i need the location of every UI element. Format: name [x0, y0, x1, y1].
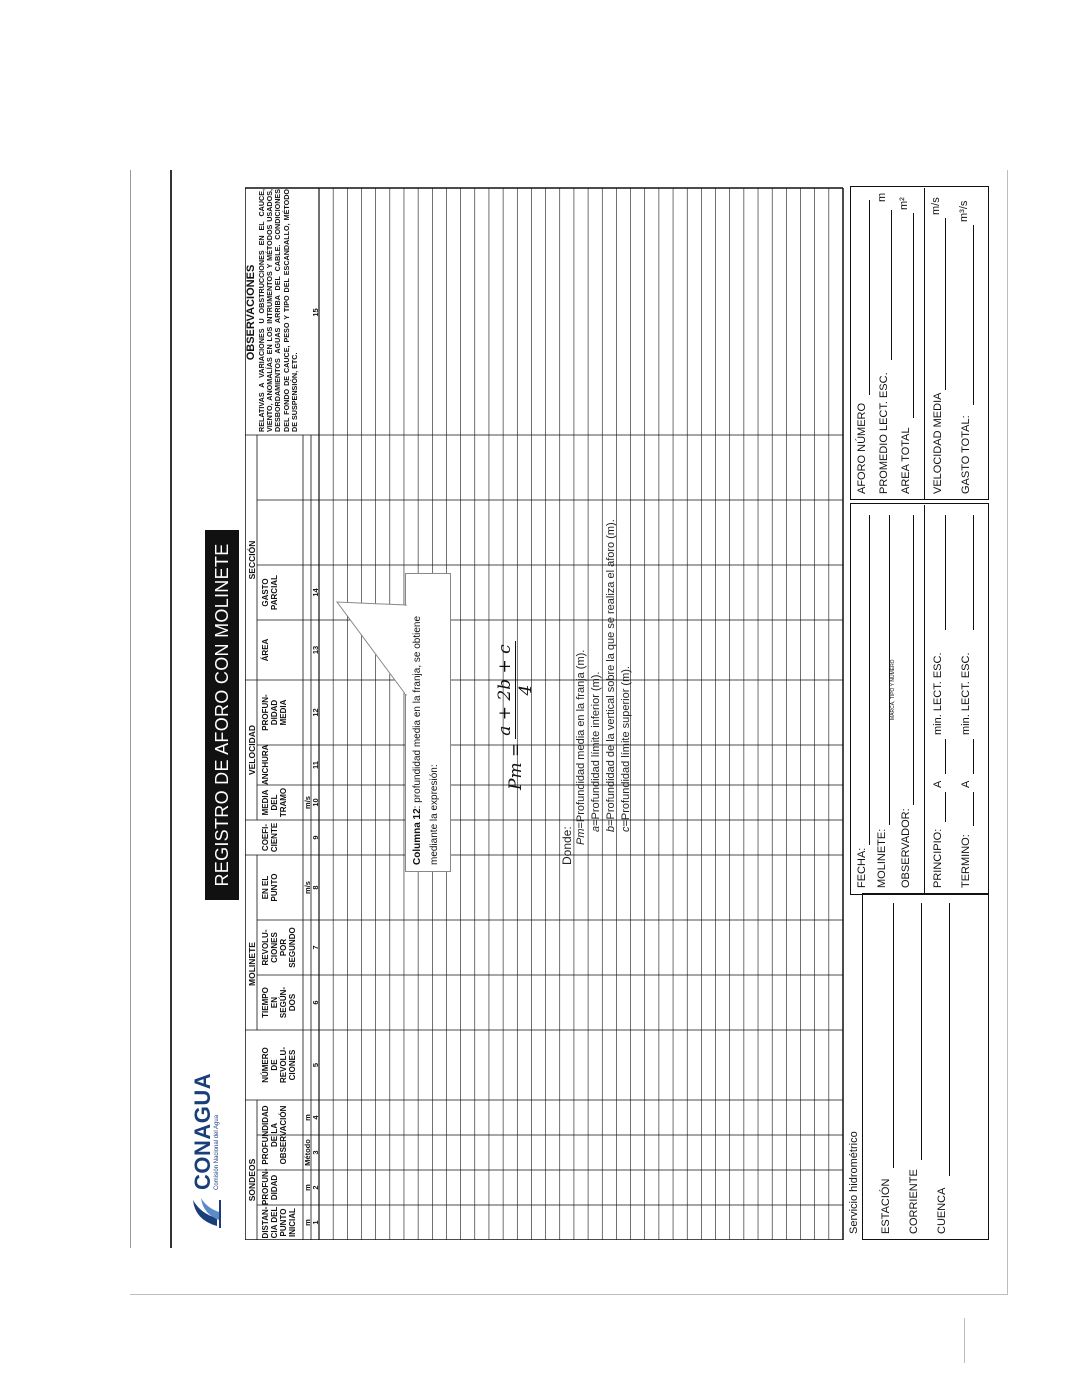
column-unit-2: m [303, 1184, 312, 1191]
formula-denominator: 4 [516, 684, 536, 696]
estacion-field[interactable] [893, 903, 894, 1168]
callout-bold: Columna 12 [412, 808, 423, 865]
aforo-numero-label: AFORO NÚMERO [856, 402, 868, 494]
definition-b: b=Profundidad de la vertical sobre la que se realiza el aforo (m). [605, 519, 617, 832]
estacion-label: ESTACIÓN [880, 1178, 892, 1234]
form-header [175, 180, 237, 1250]
column-header-6: TIEMPO EN SEGÚN- DOS [261, 986, 297, 1019]
column-header-11: ANCHURA [261, 744, 270, 785]
formula-lhs: Pm = [505, 742, 526, 790]
column-header-14: GASTO PARCIAL [261, 575, 279, 610]
column-header-10: MEDIA DEL TRAMO [261, 787, 288, 818]
group-seccion: SECCIÓN [247, 540, 257, 580]
column-unit-10: m/s [303, 796, 312, 809]
termino-lect-field[interactable] [973, 515, 974, 630]
conagua-logo [189, 1073, 223, 1230]
meter-divider [924, 505, 925, 895]
column-number-1: 1 [311, 1220, 320, 1225]
promedio-field[interactable] [891, 210, 892, 360]
group-sondeos: SONDEOS [247, 1158, 257, 1202]
formula [495, 641, 536, 790]
column-number-10: 10 [311, 798, 320, 807]
column-number-11: 11 [311, 761, 320, 769]
column-number-6: 6 [311, 1000, 320, 1005]
callout-text: : profundidad media en la franja, se obtiene mediante la expresión: [412, 615, 440, 865]
corriente-label: CORRIENTE [908, 1169, 920, 1234]
donde-label: Donde: [560, 826, 574, 865]
promedio-unit: m [876, 192, 888, 202]
column-number-7: 7 [311, 945, 320, 950]
observador-field[interactable] [913, 515, 914, 805]
gasto-total-label: GASTO TOTAL: [960, 415, 972, 494]
gasto-total-field[interactable] [973, 225, 974, 405]
column-header-9: COEFI- CIENTE [261, 822, 279, 853]
column-number-5: 5 [311, 1062, 320, 1068]
service-label: Servicio hidrométrico [848, 1131, 860, 1234]
column-header-5: NÚMERO DE REVOLU- CIONES [261, 1047, 297, 1083]
column-number-9: 9 [311, 835, 320, 840]
cuenca-label: CUENCA [936, 1187, 948, 1234]
callout-pointer [330, 580, 410, 710]
area-total-field[interactable] [913, 213, 914, 418]
logo-name: CONAGUA [190, 1072, 215, 1190]
page-border-right [1007, 170, 1008, 1295]
callout-box [405, 573, 451, 872]
page-number-divider [964, 1318, 965, 1363]
principio-hour-field[interactable] [945, 792, 946, 822]
area-total-unit: m² [898, 197, 910, 210]
column-number-8: 8 [311, 885, 320, 890]
group-observaciones: OBSERVACIONES [245, 264, 257, 361]
column-number-12: 12 [311, 708, 320, 717]
observador-label: OBSERVADOR: [900, 808, 912, 888]
termino-hour-field[interactable] [973, 792, 974, 826]
promedio-label: PROMEDIO LECT. ESC. [878, 372, 890, 494]
column-unit-8: m/s [303, 881, 312, 894]
gasto-total-unit: m³/s [958, 200, 970, 222]
form-footer [850, 185, 990, 1240]
principio-lect-label: min. LECT. ESC. [932, 652, 944, 735]
principio-min-field[interactable] [945, 739, 946, 774]
column-number-2: 2 [311, 1185, 320, 1190]
group-velocidad: VELOCIDAD [247, 724, 257, 776]
column-number-13: 13 [311, 645, 320, 655]
column-unit-3: Método [303, 1139, 312, 1166]
logo-subtitle: Comisión Nacional del Agua [214, 1114, 220, 1190]
cuenca-field[interactable] [949, 903, 950, 1176]
column-header-12: PROFUN- DIDAD MEDIA [261, 694, 288, 731]
formula-numerator: a + 2b + c [495, 641, 516, 738]
column-header-7: REVOLU- CIONES POR SEGUNDO [261, 927, 297, 968]
corriente-field[interactable] [921, 903, 922, 1160]
group-molinete: MOLINETE [247, 942, 257, 986]
column-header-2: PROFUN- DIDAD [261, 1168, 279, 1205]
definition-pm: Pm=Profundidad media en la franja (m). [575, 649, 587, 845]
molinete-hint: MARCA, TIPO Y NÚMERO [890, 659, 896, 720]
column-number-14: 14 [311, 588, 320, 597]
molinete-label: MOLINETE: [876, 828, 888, 888]
termino-lect-label: min. LECT. ESC. [960, 652, 972, 735]
column-header-13: ÁREA [261, 638, 270, 662]
principio-lect-field[interactable] [945, 515, 946, 630]
observaciones-description: RELATIVAS A VARIACIONES U OBSTRUCCIONES EN EL CAUCE, VIENTO, ANOMALÍAS EN LOS INTRUMENTOS Y MÉTODOS USADOS, DESBORDAMIENTOS AGUAS ARRIBA DEL CABLE. CONDICIONES DEL FONDO DE CAUCE, PESO Y TIPO DEL ESCANDALLO, MÉTODO DE SUSPENSIÓN, ETC. [257, 189, 299, 432]
totals-divider [924, 188, 925, 500]
column-number-4: 4 [311, 1115, 320, 1120]
column-12-annotation [405, 180, 705, 1250]
definition-a: a=Profundidad límite inferior (m). [590, 671, 602, 832]
column-header-1: DISTAN- CIA DEL PUNTO INICIAL [261, 1206, 297, 1239]
form-binding-rule [170, 170, 172, 1248]
termino-min-field[interactable] [973, 739, 974, 774]
page-border-left [130, 170, 131, 1248]
velocidad-media-field[interactable] [945, 218, 946, 390]
column-number-15: 15 [311, 308, 320, 317]
termino-a: A [960, 780, 972, 788]
principio-label: PRINCIPIO: [932, 828, 944, 888]
column-unit-1: m [303, 1219, 312, 1226]
velocidad-media-unit: m/s [930, 197, 942, 215]
principio-a: A [932, 780, 944, 788]
form-title: REGISTRO DE AFORO CON MOLINETE [205, 530, 239, 900]
area-total-label: AREA TOTAL [900, 427, 912, 494]
column-unit-4: m [303, 1114, 312, 1121]
termino-label: TERMINO: [960, 834, 972, 888]
fecha-field[interactable] [869, 515, 870, 845]
definition-c: c=Profundidad límite superior (m). [620, 666, 632, 832]
fecha-label: FECHA: [856, 847, 868, 888]
column-number-3: 3 [311, 1150, 320, 1155]
column-header-8: EN EL PUNTO [261, 873, 279, 902]
velocidad-media-label: VELOCIDAD MEDIA [932, 392, 944, 494]
column-header-3: PROFUNDIDAD DE LA OBSERVACIÓN [261, 1105, 288, 1165]
conagua-logo-icon [189, 1196, 223, 1230]
page-border-bottom [130, 1294, 1007, 1295]
aforo-numero-field[interactable] [869, 200, 870, 395]
